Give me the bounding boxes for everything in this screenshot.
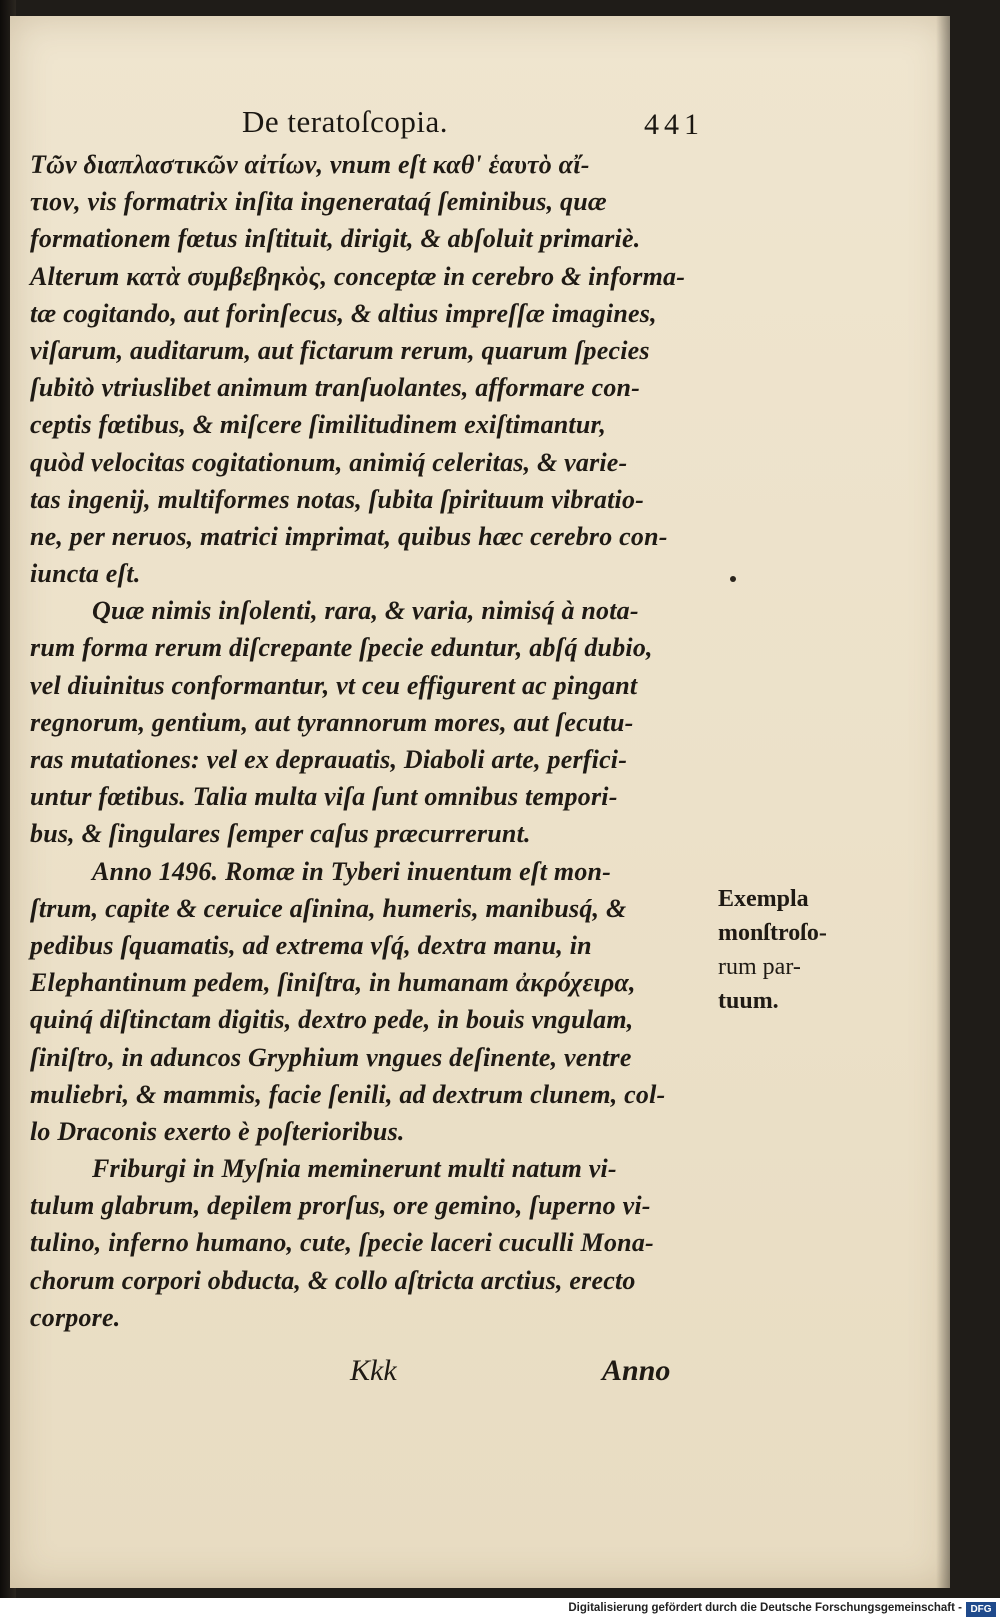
text-line: Elephantinum pedem, ſiniſtra, in humanam ἀκρόχειρα, (30, 968, 636, 998)
text-line: chorum corpori obducta, & collo aſtricta arctius, erecto (30, 1265, 636, 1295)
text-line: ſiniſtro, in aduncos Gryphium vngues deſinente, ventre (30, 1042, 632, 1072)
text-line: bus, & ſingulares ſemper caſus præcurrerunt. (30, 819, 531, 849)
dfg-logo: DFG (966, 1602, 996, 1617)
body-text (30, 146, 710, 1336)
funding-credit: Digitalisierung gefördert durch die Deutsche Forschungsgemeinschaft - (568, 1602, 962, 1614)
marginal-note (718, 882, 878, 1018)
text-line: viſarum, auditarum, aut fictarum rerum, quarum ſpecies (30, 335, 650, 365)
text-line: ſtrum, capite & ceruice aſinina, humeris, manibusq́, & (30, 893, 627, 923)
text-line: tas ingenij, multiformes notas, ſubita ſpirituum vibratio- (30, 484, 645, 514)
text-line: tæ cogitando, aut forinſecus, & altius impreſſæ imagines, (30, 298, 657, 328)
ink-dot (730, 576, 736, 582)
text-line: pedibus ſquamatis, ad extrema vſq́, dextra manu, in (30, 930, 592, 960)
text-line: iuncta eſt. (30, 559, 141, 589)
running-head: De teratoſcopia. (242, 104, 448, 139)
text-line: τιον, vis formatrix inſita ingenerataq́ ſeminibus, quæ (30, 187, 607, 217)
text-line: quinq́ diſtinctam digitis, dextro pede, in bouis vngulam, (30, 1005, 634, 1035)
text-line: muliebri, & mammis, facie ſenili, ad dextrum clunem, col- (30, 1079, 666, 1109)
text-line: tulino, inferno humano, cute, ſpecie laceri cuculli Mona- (30, 1228, 654, 1258)
page-number: 441 (644, 108, 704, 141)
margin-line: Exempla (718, 886, 809, 912)
text-line: ſubitò vtriuslibet animum tranſuolantes, afformare con- (30, 373, 641, 403)
text-line: ras mutationes: vel ex deprauatis, Diaboli arte, perfici- (30, 745, 628, 774)
text-line: untur fœtibus. Talia multa viſa ſunt omnibus tempori- (30, 782, 618, 812)
text-line: lo Draconis exerto è poſterioribus. (30, 1116, 405, 1146)
text-line: corpore. (30, 1302, 121, 1332)
text-line: quòd velocitas cogitationum, animiq́ celeritas, & varie- (30, 447, 628, 477)
book-page (10, 16, 950, 1588)
paragraph-start-line: Quæ nimis inſolenti, rara, & varia, nimisq́ à nota- (92, 596, 639, 626)
margin-line: tuum. (718, 988, 779, 1014)
text-line: Τῶν διαπλαστικῶν αἰτίων, vnum eſt καθ' ἑαυτὸ αἴ- (30, 150, 590, 179)
text-line: ceptis fœtibus, & miſcere ſimilitudinem exiſtimantur, (30, 410, 607, 440)
margin-line: rum par- (718, 954, 801, 980)
paragraph-start-line: Friburgi in Myſnia meminerunt multi natum vi- (92, 1154, 617, 1184)
text-line: rum forma rerum diſcrepante ſpecie eduntur, abſq́ dubio, (30, 633, 653, 663)
text-line: ne, per neruos, matrici imprimat, quibus hæc cerebro con- (30, 521, 668, 551)
text-line: vel diuinitus conformantur, vt ceu effigurent ac pingant (30, 670, 638, 700)
catchword: Anno (602, 1354, 671, 1387)
text-line: regnorum, gentium, aut tyrannorum mores, aut ſecutu- (30, 707, 634, 737)
signature-mark: Kkk (350, 1354, 397, 1387)
text-line: tulum glabrum, depilem prorſus, ore gemino, ſuperno vi- (30, 1191, 651, 1221)
paragraph-start-line: Anno 1496. Romæ in Tyberi inuentum eſt mon- (92, 856, 612, 886)
text-line: formationem fœtus inſtituit, dirigit, & abſoluit primariè. (30, 224, 641, 254)
digitization-footer (0, 1598, 1000, 1622)
text-line: Alterum κατὰ συμβεβηκὸς, conceptæ in cerebro & informa- (30, 261, 686, 291)
margin-line: monſtroſo- (718, 920, 827, 946)
